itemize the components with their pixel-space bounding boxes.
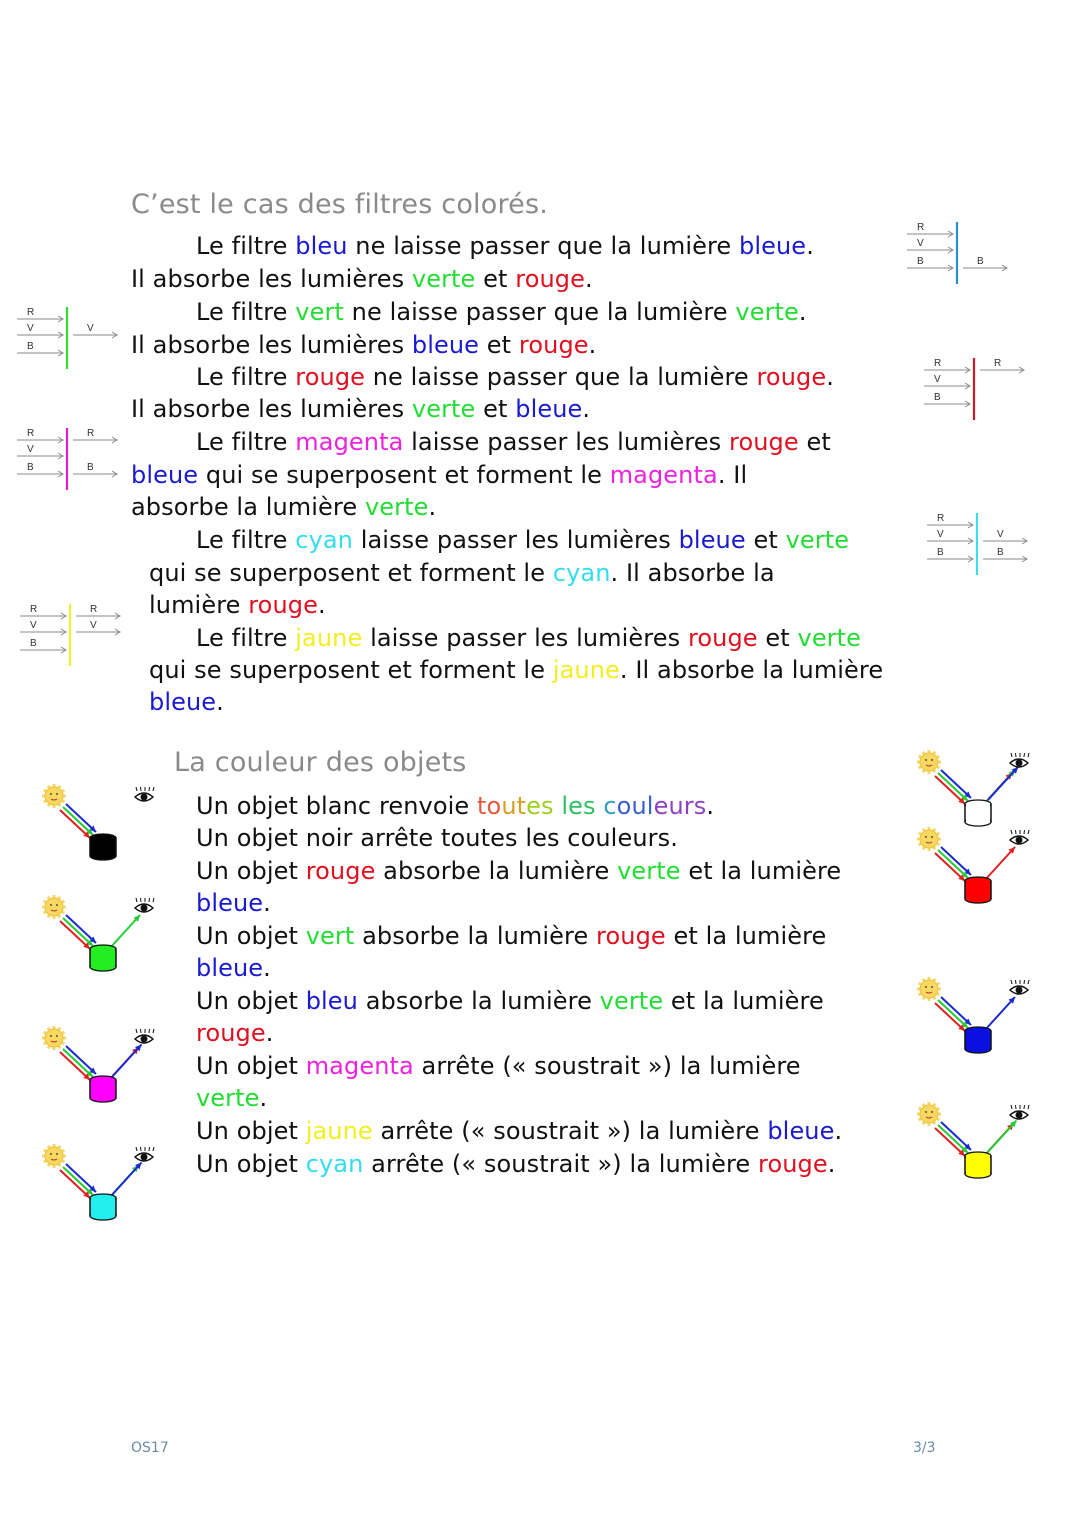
illustration-graphic <box>40 893 165 983</box>
svg-text:R: R <box>917 222 925 233</box>
colored-word-magenta: magenta <box>609 461 718 489</box>
text-segment: . <box>259 1084 268 1112</box>
eye-icon <box>1010 830 1029 844</box>
object-cylinder-icon <box>965 800 991 826</box>
filter-diagram-graphic <box>15 303 140 373</box>
text-segment: . <box>585 265 593 293</box>
colored-word-red: rouge <box>248 591 318 619</box>
text-segment: absorbe la lumière <box>354 922 597 950</box>
sun-icon <box>42 1144 66 1168</box>
svg-text:V: V <box>917 238 924 249</box>
text-segment: . <box>317 591 326 619</box>
svg-text:B: B <box>87 462 94 473</box>
filter-text-line <box>196 296 807 328</box>
object-black-illustration <box>40 782 165 876</box>
text-segment: . <box>263 954 271 982</box>
text-segment: Le filtre <box>196 428 296 456</box>
text-segment: arrête (« soustrait ») la lumière <box>372 1117 768 1145</box>
object-text-line <box>196 985 824 1017</box>
svg-text:V: V <box>90 620 97 631</box>
text-segment: et <box>745 526 786 554</box>
svg-text:V: V <box>997 529 1004 540</box>
colored-word-yellow: jaune <box>295 624 363 652</box>
text-segment: et <box>475 395 516 423</box>
object-cylinder-icon <box>90 1076 116 1102</box>
colored-word-blue: bleue <box>739 232 807 260</box>
svg-text:R: R <box>934 358 942 369</box>
section-heading-filters: C’est le cas des filtres colorés. <box>131 189 549 220</box>
filter-text-line <box>131 329 596 361</box>
svg-text:B: B <box>934 392 941 403</box>
svg-text:B: B <box>997 547 1004 558</box>
sun-icon <box>917 750 941 774</box>
text-segment: . Il absorbe la lumière <box>619 656 884 684</box>
sun-icon <box>42 1026 66 1050</box>
text-segment: laisse passer les lumières <box>362 624 688 652</box>
filter-text-line <box>196 230 814 262</box>
text-segment: et la lumière <box>665 922 827 950</box>
object-text-line <box>196 887 271 919</box>
text-segment: Le filtre <box>196 363 296 391</box>
colored-word-green: verte <box>411 265 476 293</box>
svg-text:V: V <box>934 374 941 385</box>
colored-word-green: verte <box>735 298 799 326</box>
colored-word-red: rouge <box>596 922 666 950</box>
section-heading-objects: La couleur des objets <box>174 747 467 778</box>
sun-icon <box>42 895 66 919</box>
filter-diagram-graphic <box>925 509 1050 579</box>
object-cylinder-icon <box>90 1194 116 1220</box>
colored-word-yellow: jaune <box>305 1117 373 1145</box>
sun-icon <box>42 784 66 808</box>
object-text-line <box>196 855 841 887</box>
object-text-line <box>196 822 678 854</box>
svg-text:B: B <box>27 462 34 473</box>
colored-word-red: rouge <box>515 265 585 293</box>
filter-text-line <box>196 524 849 556</box>
text-segment: Le filtre <box>196 298 296 326</box>
colored-word-red: rouge <box>758 1150 828 1178</box>
text-segment: ne laisse passer que la lumière <box>365 363 757 391</box>
filter-blue-diagram <box>905 218 1030 292</box>
filter-diagram-graphic <box>905 218 1030 288</box>
colored-word-blue: bleue <box>196 889 264 917</box>
object-cylinder-icon <box>90 834 116 860</box>
text-segment: Un objet blanc renvoie <box>196 792 478 820</box>
eye-icon <box>135 1029 154 1043</box>
colored-word-red: rouge <box>196 1019 266 1047</box>
illustration-graphic <box>915 1100 1040 1190</box>
colored-word-green: verte <box>599 987 664 1015</box>
text-segment: . Il <box>717 461 748 489</box>
filter-text-line <box>131 491 436 523</box>
filter-text-line <box>131 393 590 425</box>
illustration-graphic <box>40 1024 165 1114</box>
text-segment: ne laisse passer que la lumière <box>347 232 740 260</box>
colored-word-blue: bleue <box>767 1117 835 1145</box>
text-segment: absorbe la lumière <box>375 857 618 885</box>
text-segment: qui se superposent et forment le <box>149 559 553 587</box>
colored-word-green: verte <box>364 493 429 521</box>
colored-word-blue: bleu <box>305 987 358 1015</box>
text-segment: . <box>263 889 271 917</box>
colored-word-blue: bleue <box>196 954 264 982</box>
filter-text-line <box>131 459 747 491</box>
text-segment: . <box>826 363 834 391</box>
text-segment: et <box>798 428 831 456</box>
text-segment: laisse passer les lumières <box>353 526 679 554</box>
footer-doc-code: OS17 <box>131 1440 169 1456</box>
filter-diagram-graphic <box>18 600 143 670</box>
filter-diagram-graphic <box>922 354 1047 424</box>
object-yellow-illustration <box>915 1100 1040 1194</box>
colored-word-magenta: magenta <box>305 1052 414 1080</box>
text-segment: . <box>834 1117 843 1145</box>
colored-word-green: verte <box>411 395 476 423</box>
filter-red-diagram <box>922 354 1047 428</box>
rainbow-text: toutes les couleurs <box>477 792 707 820</box>
object-cyan-illustration <box>40 1142 165 1236</box>
svg-text:B: B <box>30 638 37 649</box>
filter-text-line <box>149 654 883 686</box>
text-segment: Le filtre <box>196 526 296 554</box>
filter-text-line <box>149 686 224 718</box>
colored-word-cyan: cyan <box>305 1150 364 1178</box>
svg-text:R: R <box>87 428 95 439</box>
colored-word-green: vert <box>295 298 344 326</box>
object-text-line <box>196 920 826 952</box>
text-segment: absorbe la lumière <box>131 493 365 521</box>
svg-text:B: B <box>937 547 944 558</box>
svg-text:B: B <box>917 256 924 267</box>
text-segment: et <box>479 331 519 359</box>
text-segment: absorbe la lumière <box>357 987 600 1015</box>
colored-word-green: verte <box>617 857 681 885</box>
colored-word-cyan: cyan <box>295 526 353 554</box>
text-segment: et la lumière <box>663 987 824 1015</box>
colored-word-magenta: magenta <box>295 428 404 456</box>
text-segment: et la lumière <box>680 857 842 885</box>
svg-text:R: R <box>27 428 35 439</box>
sun-icon <box>917 827 941 851</box>
text-segment: Un objet <box>196 987 306 1015</box>
text-segment: Un objet <box>196 857 306 885</box>
illustration-graphic <box>40 782 165 872</box>
text-segment: Il absorbe les lumières <box>131 331 412 359</box>
filter-text-line <box>149 557 775 589</box>
colored-word-blue: bleue <box>411 331 480 359</box>
object-red-illustration <box>915 825 1040 919</box>
filter-green-diagram <box>15 303 140 377</box>
object-cylinder-icon <box>965 1152 991 1178</box>
eye-icon <box>1010 753 1029 767</box>
text-segment: . <box>588 331 597 359</box>
colored-word-red: rouge <box>729 428 799 456</box>
text-segment: Il absorbe les lumières <box>131 395 412 423</box>
sun-icon <box>917 977 941 1001</box>
svg-text:R: R <box>90 604 98 615</box>
object-green-illustration <box>40 893 165 987</box>
svg-text:B: B <box>27 341 34 352</box>
text-segment: laisse passer les lumières <box>403 428 729 456</box>
text-segment: Un objet <box>196 922 306 950</box>
svg-text:B: B <box>977 256 984 267</box>
object-text-line <box>196 952 271 984</box>
text-segment: Un objet <box>196 1117 306 1145</box>
object-text-line <box>196 1082 267 1114</box>
text-segment: . <box>798 298 807 326</box>
colored-word-cyan: cyan <box>552 559 611 587</box>
text-segment: . <box>806 232 814 260</box>
svg-text:V: V <box>27 323 34 334</box>
colored-word-blue: bleue <box>149 688 217 716</box>
colored-word-blue: bleue <box>515 395 583 423</box>
text-segment: Un objet noir arrête toutes les couleurs. <box>196 824 678 852</box>
filter-diagram-graphic <box>15 424 140 494</box>
eye-icon <box>1010 980 1029 994</box>
colored-word-blue: bleu <box>295 232 348 260</box>
eye-icon <box>135 898 154 912</box>
object-blue-illustration <box>915 975 1040 1069</box>
object-cylinder-icon <box>965 1027 991 1053</box>
colored-word-red: rouge <box>305 857 376 885</box>
text-segment: . <box>216 688 224 716</box>
colored-word-green: vert <box>305 922 355 950</box>
illustration-graphic <box>915 825 1040 915</box>
text-segment: qui se superposent et forment le <box>198 461 610 489</box>
text-segment: . <box>706 792 715 820</box>
text-segment: qui se superposent et forment le <box>149 656 553 684</box>
eye-icon <box>1010 1105 1029 1119</box>
footer-page-number: 3/3 <box>913 1440 936 1456</box>
text-segment: et <box>757 624 798 652</box>
eye-icon <box>135 1147 154 1161</box>
text-segment: . Il absorbe la <box>610 559 775 587</box>
filter-text-line <box>149 589 326 621</box>
sun-icon <box>917 1102 941 1126</box>
text-segment: Il absorbe les lumières <box>131 265 412 293</box>
filter-text-line <box>196 426 831 458</box>
text-segment: . <box>265 1019 274 1047</box>
object-cylinder-icon <box>90 945 116 971</box>
svg-text:R: R <box>30 604 38 615</box>
colored-word-blue: bleue <box>678 526 746 554</box>
colored-word-green: verte <box>797 624 862 652</box>
object-text-line <box>196 1017 273 1049</box>
filter-magenta-diagram <box>15 424 140 498</box>
object-magenta-illustration <box>40 1024 165 1118</box>
object-text-line <box>196 1115 842 1147</box>
text-segment: arrête (« soustrait ») la lumière <box>413 1052 801 1080</box>
object-text-line <box>196 1050 801 1082</box>
illustration-graphic <box>915 975 1040 1065</box>
svg-text:R: R <box>27 307 35 318</box>
text-segment: Un objet <box>196 1150 306 1178</box>
colored-word-yellow: jaune <box>552 656 620 684</box>
filter-yellow-diagram <box>18 600 143 674</box>
illustration-graphic <box>40 1142 165 1232</box>
colored-word-green: verte <box>196 1084 260 1112</box>
svg-text:V: V <box>30 620 37 631</box>
text-segment: . <box>582 395 591 423</box>
text-segment: . <box>428 493 437 521</box>
svg-text:V: V <box>27 444 34 455</box>
colored-word-red: rouge <box>756 363 827 391</box>
colored-word-green: verte <box>785 526 850 554</box>
svg-text:R: R <box>994 358 1002 369</box>
filter-text-line <box>131 263 593 295</box>
colored-word-red: rouge <box>518 331 589 359</box>
text-segment: Le filtre <box>196 232 296 260</box>
colored-word-red: rouge <box>687 624 758 652</box>
svg-text:V: V <box>87 323 94 334</box>
colored-word-blue: bleue <box>131 461 199 489</box>
text-segment: Un objet <box>196 1052 306 1080</box>
filter-cyan-diagram <box>925 509 1050 583</box>
object-cylinder-icon <box>965 877 991 903</box>
text-segment: Le filtre <box>196 624 296 652</box>
svg-text:R: R <box>937 513 945 524</box>
text-segment: arrête (« soustrait ») la lumière <box>363 1150 758 1178</box>
text-segment: . <box>827 1150 836 1178</box>
filter-text-line <box>196 361 834 393</box>
text-segment: lumière <box>149 591 249 619</box>
text-segment: et <box>475 265 516 293</box>
object-text-line <box>196 1148 835 1180</box>
filter-text-line <box>196 622 861 654</box>
text-segment: ne laisse passer que la lumière <box>343 298 736 326</box>
object-text-line <box>196 790 714 822</box>
svg-text:V: V <box>937 529 944 540</box>
colored-word-red: rouge <box>295 363 366 391</box>
eye-icon <box>135 787 154 801</box>
